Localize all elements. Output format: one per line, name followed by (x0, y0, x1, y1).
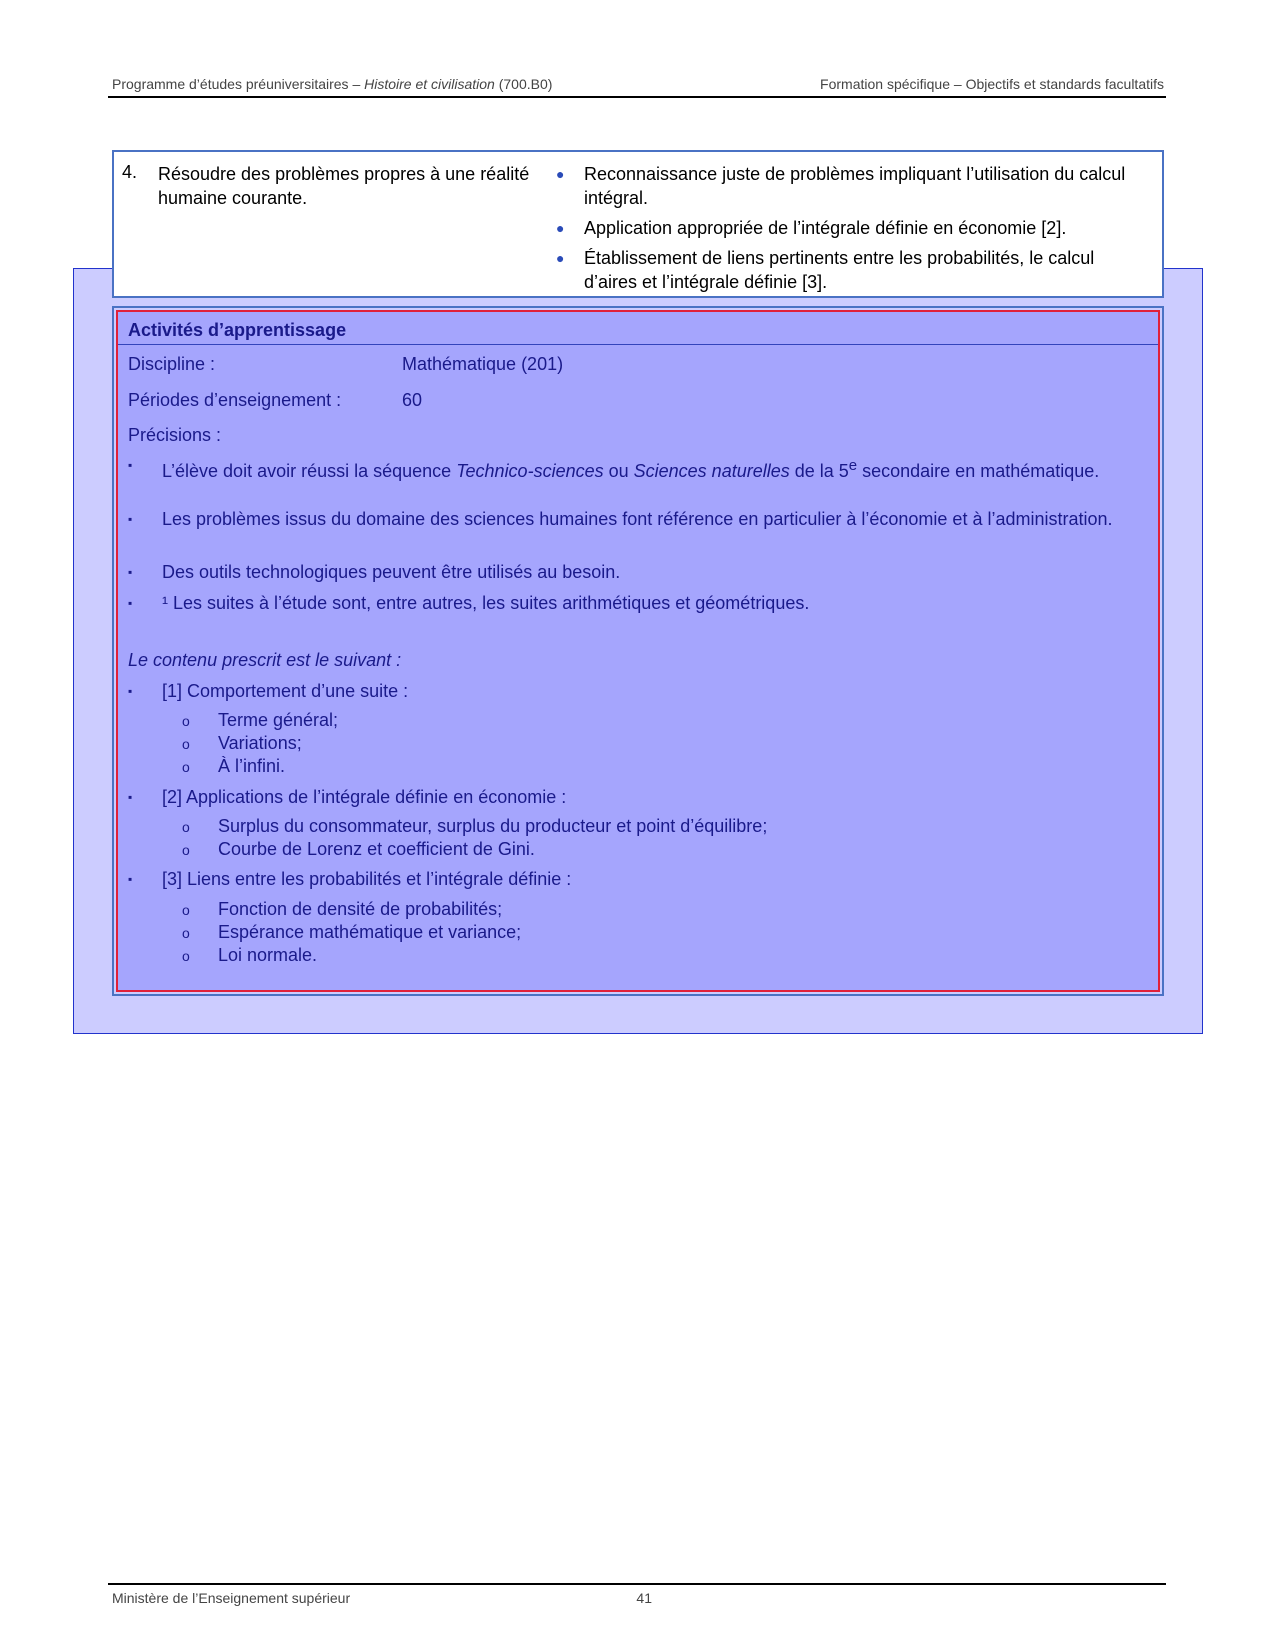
criterion: ● Application appropriée de l’intégrale définie en économie [2]. (556, 218, 1067, 238)
content-group-title: ▪ [3] Liens entre les probabilités et l’intégrale définie : (128, 869, 572, 889)
bullet-icon: ▪ (128, 458, 133, 472)
header-right: Formation spécifique – Objectifs et standards facultatifs (820, 76, 1164, 92)
footer-rule (108, 1583, 1166, 1585)
sub-bullet-icon: o (182, 925, 190, 941)
content-item: o Loi normale. (182, 944, 317, 968)
activities-title: Activités d’apprentissage (128, 320, 347, 340)
precision-item: ▪ Les problèmes issus du domaine des sciences humaines font référence en particulier à l’économie et à l’administration. (128, 509, 1113, 529)
bullet-icon: ▪ (128, 872, 133, 886)
precision-item: ▪ ¹ Les suites à l’étude sont, entre autres, les suites arithmétiques et géométriques. (128, 593, 810, 613)
content-intro: Le contenu prescrit est le suivant : (128, 650, 402, 670)
objective-text: Résoudre des problèmes propres à une réalité humaine courante. (158, 164, 530, 208)
content-item: o Espérance mathématique et variance; (182, 921, 521, 945)
discipline-label: Discipline : (128, 354, 216, 374)
sub-bullet-icon: o (182, 948, 190, 964)
bullet-icon: ● (556, 250, 565, 266)
discipline-value: Mathématique (201) (402, 354, 564, 374)
sub-bullet-icon: o (182, 842, 190, 858)
precision-item: ▪ L’élève doit avoir réussi la séquence Technico-sciences ou Sciences naturelles de la 5e secondaire en mathématique. (128, 454, 1128, 483)
periods-value: 60 (402, 390, 423, 410)
activities-box (112, 306, 1164, 996)
content-item: o Terme général; (182, 709, 338, 733)
header-rule (108, 96, 1166, 98)
precision-item: ▪ Des outils technologiques peuvent être utilisés au besoin. (128, 562, 621, 582)
periods-label: Périodes d’enseignement : (128, 390, 342, 410)
sub-bullet-icon: o (182, 902, 190, 918)
activities-content (116, 310, 1160, 992)
content-group-title: ▪ [1] Comportement d’une suite : (128, 681, 409, 701)
page-header (112, 76, 1164, 92)
criterion: ● Établissement de liens pertinents entre les probabilités, le calcul d’aires et l’intégrale définie [3]. (556, 248, 1095, 292)
objective-box (112, 150, 1164, 298)
content-item: o Courbe de Lorenz et coefficient de Gini. (182, 838, 535, 862)
page-number: 41 (636, 1590, 652, 1606)
bullet-icon: ● (556, 220, 565, 236)
header-left: Programme d’études préuniversitaires – Histoire et civilisation (700.B0) (112, 76, 553, 92)
precisions-label: Précisions : (128, 425, 222, 445)
objective-number: 4. (122, 162, 138, 182)
bullet-icon: ▪ (128, 790, 133, 804)
bullet-icon: ▪ (128, 596, 133, 610)
bullet-icon: ● (556, 166, 565, 182)
bullet-icon: ▪ (128, 512, 133, 526)
content-item: o Variations; (182, 732, 302, 756)
content-item: o Surplus du consommateur, surplus du producteur et point d’équilibre; (182, 815, 767, 839)
sub-bullet-icon: o (182, 736, 190, 752)
sub-bullet-icon: o (182, 713, 190, 729)
sub-bullet-icon: o (182, 819, 190, 835)
page-footer (112, 1590, 652, 1606)
bullet-icon: ▪ (128, 684, 133, 698)
footer-ministry: Ministère de l’Enseignement supérieur (112, 1590, 351, 1606)
bullet-icon: ▪ (128, 565, 133, 579)
criterion: ● Reconnaissance juste de problèmes impliquant l’utilisation du calcul intégral. (556, 164, 1126, 208)
content-group-title: ▪ [2] Applications de l’intégrale définie en économie : (128, 787, 567, 807)
title-rule (118, 344, 1158, 345)
content-item: o Fonction de densité de probabilités; (182, 898, 502, 922)
sub-bullet-icon: o (182, 759, 190, 775)
criteria-list (548, 162, 1148, 300)
content-item: o À l’infini. (182, 755, 285, 779)
